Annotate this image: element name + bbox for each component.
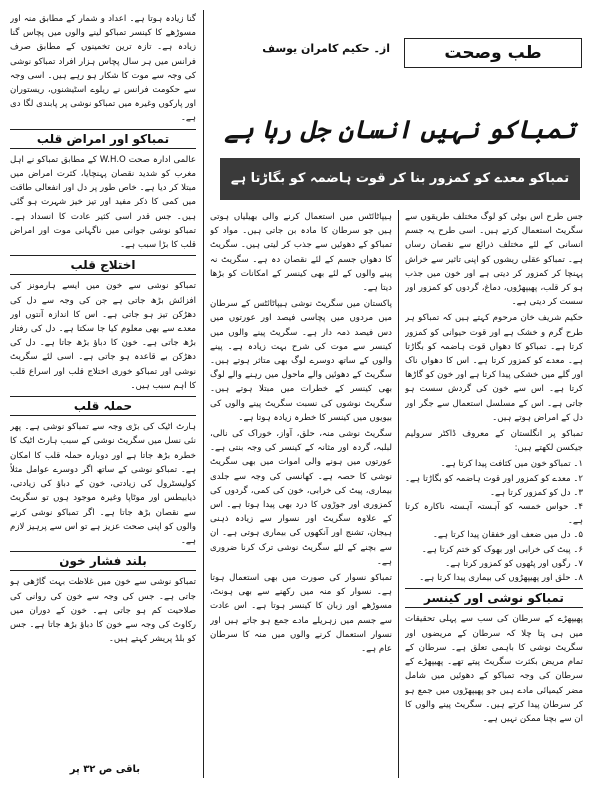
paragraph: تمباکو نسوار کی صورت میں بھی استعمال ہوتا ہے۔ نسوار کو منہ میں رکھنے سے بھی ہونٹ، مسوڑھے اور زبان کا کینسر ہوتا ہے۔ اس عادت سے جسم میں زہریلے مادے جمع ہو جاتے ہیں اور نسوار استعمال کرنے والوں میں منہ کا سرطان عام ہے۔ xyxy=(210,573,392,655)
paragraph: حکیم شریف خان مرحوم کہتے ہیں کہ تمباکو ہر طرح گرم و خشک ہے اور قوت حیوانی کو کمزور کرتا ہے۔ تمباکو کا دھواں قوت ہاضمہ کو بگاڑتا ہے۔ معدے کو کمزور کرتا ہے۔ اس کا دھواں ناک اور گلے میں خشکی پیدا کرتا ہے اور خون کو گاڑھا کرتا ہے۔ اس سے خون کی گردش سست ہو جاتی ہے۔ اس کے مسلسل استعمال سے جگر اور دل کے امراض ہوتے ہیں۔ xyxy=(405,313,583,423)
list-item: ۱۔ تمباکو خون میں کثافت پیدا کرتا ہے۔ xyxy=(440,459,583,470)
right-column xyxy=(405,210,583,782)
paragraph: سگریٹ نوشی منہ، حلق، آواز، خوراک کی نالی، لبلبہ، گردہ اور مثانہ کے کینسر کی وجہ بنتی ہے۔ عورتوں میں ہونے والی اموات میں بھی سگریٹ نوشی کا حصہ ہے۔ کھانسی کی وجہ سے جلدی بیماری، پیٹ کی خرابی، خون کی کمی، گردوں کی کمزوری اور جوڑوں کا درد بھی پیدا ہوتا ہے۔ اس کے علاوہ سگریٹ اور نسوار سے زیادہ ذہنی ہیجان، تشنج اور آنکھوں کی بیماری ہوتی ہے۔ ان سے بچنے کے لئے سگریٹ نوشی ترک کرنا ضروری ہے۔ xyxy=(210,429,392,567)
paragraph: ہیپاٹائٹس میں استعمال کرنے والی بھیلیاں ہوتی ہیں جو سرطان کا مادہ بن جاتی ہیں۔ مواد کو تمباکو کے دھوئیں سے جذب کر لیتی ہیں۔ سگریٹ کا دھواں جسم کے لئے نقصان دہ ہے۔ سگریٹ نہ پینے والوں کے لئے بھی کینسر کے امکانات کو بڑھا دیتا ہے۔ xyxy=(210,212,392,294)
paragraph: عالمی ادارہ صحت W.H.O کے مطابق تمباکو نے اہل مغرب کو شدید نقصان پہنچایا، کثرت امراض میں مبتلا کر دیا ہے۔ خاص طور پر دل اور انفعالی طاقت میں کمی کا ذکر مفید اور تیز خیز شہرت ہو گئی ہیں۔ جس قدر اسی کثیر عادت کا انسداد ہے۔ تمباکو نوشی جوانی میں ناگہانی موت اور امراض قلب کا بڑا سبب ہے۔ xyxy=(10,154,196,251)
effects-list xyxy=(405,457,583,585)
list-item: ۷۔ رگوں اور پٹھوں کو کمزور کرتا ہے۔ xyxy=(445,558,583,569)
list-item: ۴۔ حواس خمسہ کو آہستہ آہستہ ناکارہ کرتا ہے۔ xyxy=(405,502,583,527)
subheading-palpitation: اختلاج قلب xyxy=(10,255,196,275)
left-column xyxy=(10,12,196,782)
subheading-smoking-and-cancer: تمباکو نوشی اور کینسر xyxy=(405,588,583,608)
byline: از۔ حکیم کامران یوسف xyxy=(262,42,390,55)
subheading-heart-attack: حملہ قلب xyxy=(10,396,196,416)
paragraph: تمباکو نوشی سے خون میں ایسے ہارمونز کی افزائش بڑھ جاتی ہے جن کی وجہ سے دل کی دھڑکن تیز ہو جاتی ہے۔ اس کا اندازہ آنتوں اور معدے سے بھی معلوم کیا جا سکتا ہے۔ دل کی رفتار بڑھ جاتی ہے۔ خون کا دباؤ بڑھ جاتا ہے۔ دل کی دھڑکن بے قاعدہ ہو جاتی ہے۔ اسی لئے سگریٹ نوشی اور تمباکو خوری اختلاج قلب اور اسراع قلب کا اہم سبب ہیں۔ xyxy=(10,281,196,391)
list-item: ۳۔ دل کو کمزور کرتا ہے۔ xyxy=(490,487,583,498)
subheading-heart-disease: تمباکو اور امراض قلب xyxy=(10,129,196,149)
paragraph: جس طرح اس بوٹی کو لوگ مختلف طریقوں سے سگریٹ استعمال کرتے ہیں۔ اسی طرح یہ جسم انسانی کے لئے مختلف ذرائع سے نقصان رساں ہے۔ تمباکو عقلی ریشوں کو اپنی تاثیر سے خراش پہنچا کر کمزور کر دیتی ہے اور خون میں جذب ہو کر قلب، پھیپھڑوں، دماغ، گردوں کو کمزور اور سست کر دیتی ہے۔ xyxy=(405,212,583,308)
column-divider-left xyxy=(203,10,204,778)
paragraph: پھیپھڑے کے سرطان کی سب سے پہلی تحقیقات میں ہی پتا چلا کہ سرطان کے مریضوں اور سگریٹ نوشی کا باہمی تعلق ہے۔ سرطان کے تمام مریض بکثرت سگریٹ پیتے تھے۔ پھیپھڑے کے سرطان کی وجہ تمباکو کے دھوئیں میں شامل مضر کیمیائی مادے ہیں جو پھیپھڑوں میں جمع ہو کر سرطان پیدا کرتے ہیں۔ سگریٹ پینے والوں کا ان سے بچنا ممکن نہیں ہے۔ xyxy=(405,614,583,724)
paragraph: گنا زیادہ ہوتا ہے۔ اعداد و شمار کے مطابق منہ اور مسوڑھے کا کینسر تمباکو لینے والوں میں پچاس گنا زیادہ ہے۔ تازہ ترین تخمینوں کے مطابق صرف فرانس میں ہر سال پچاس ہزار افراد تمباکو نوشی کی وجہ سے موت کا شکار ہو رہے ہیں۔ اسی وجہ سے حکومت فرانس نے ریلوے اسٹیشنوں، ریستوران اور پارکوں وغیرہ میں تمباکو نوشی پر پابندی لگا دی ہے۔ xyxy=(10,14,196,124)
article-subtitle-banner: تمباکو معدے کو کمزور بنا کر قوت ہاضمہ کو بگاڑتا ہے xyxy=(220,158,580,200)
middle-column xyxy=(210,210,392,782)
continued-on-note: باقی ص ۳۲ پر xyxy=(69,764,140,775)
list-item: ۶۔ پیٹ کی خرابی اور بھوک کو ختم کرتا ہے۔ xyxy=(421,544,583,555)
list-item: ۸۔ حلق اور پھیپھڑوں کی بیماری پیدا کرتا ہے۔ xyxy=(419,573,583,584)
section-label-box: طب وصحت xyxy=(404,38,582,68)
article-title: تمباکو نہیں انسان جل رہا ہے xyxy=(224,115,576,144)
paragraph: تمباکو پر انگلستان کے معروف ڈاکٹر سرولیم جیکسن لکھتے ہیں: xyxy=(405,429,583,454)
subheading-high-blood-pressure: بلند فشار خون xyxy=(10,551,196,571)
list-item: ۲۔ معدے کو کمزور اور قوت ہاضمہ کو بگاڑتا ہے۔ xyxy=(405,473,583,484)
list-item: ۵۔ دل میں ضعف اور خفقان پیدا کرتا ہے۔ xyxy=(432,530,583,541)
paragraph: ہارٹ اٹیک کی بڑی وجہ سے تمباکو نوشی ہے۔ پھر نئی نسل میں سگریٹ نوشی کے سبب ہارٹ اٹیک کا خطرہ بڑھ جاتا ہے اور دوبارہ حملہ قلب کا امکان ہے۔ تمباکو نوشی کے ساتھ اگر دوسرے عوامل مثلاً کولیسٹرول کی زیادتی، خون کے دباؤ کی زیادتی، ذیابیطس اور موٹاپا وغیرہ موجود ہوں تو سگریٹ سے نقصان بڑھ جاتا ہے۔ اگر تمباکو نوشی کرنے والوں کو اپنی صحت عزیز ہے تو اس سے پرہیز لازم ہے۔ xyxy=(10,422,196,546)
paragraph: تمباکو نوشی سے خون میں غلاظت بہت گاڑھی ہو جاتی ہے۔ جس کی وجہ سے خون کی روانی کی صلاحیت کم ہو جاتی ہے۔ خون کے دوران میں رکاوٹ کی وجہ سے خون کا دباؤ بڑھ جاتا ہے۔ جس کو بلڈ پریشر کہتے ہیں۔ xyxy=(10,577,196,645)
column-divider-right xyxy=(398,210,399,778)
paragraph: پاکستان میں سگریٹ نوشی ہیپاٹائٹس کے سرطان میں مردوں میں پچاسی فیصد اور عورتوں میں دس فیصد ذمہ دار ہے۔ سگریٹ پینے والوں میں کینسر سے موت کی شرح بہت زیادہ ہے۔ پینے والوں کے ساتھ دوسرے لوگ بھی متاثر ہوتے ہیں۔ سگریٹ کے دھوئیں والے ماحول میں رہنے والے لوگ بھی کینسر کے خطرات میں مبتلا ہوتے ہیں۔ سگریٹ نوشوں کی نسبت سگریٹ پینے والوں کی بیویوں میں کینسر کا خطرہ زیادہ ہوتا ہے۔ xyxy=(210,299,392,423)
